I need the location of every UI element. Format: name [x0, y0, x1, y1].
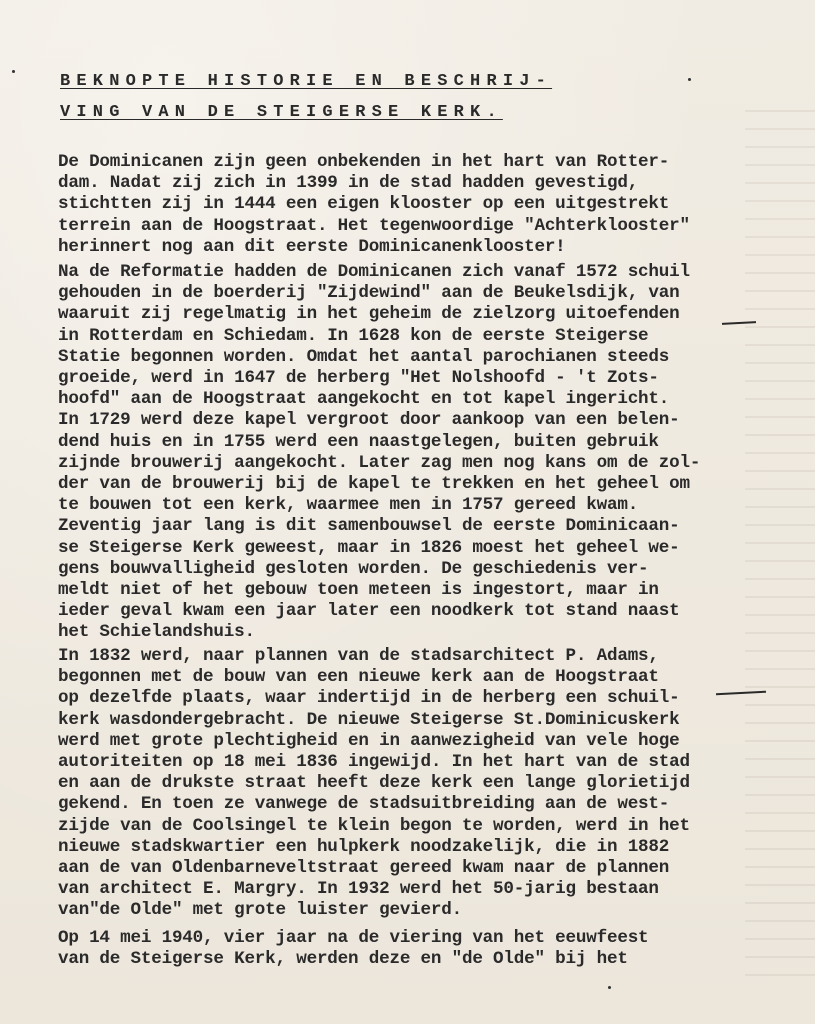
text-line: herinnert nog aan dit eerste Dominicanenklooster!: [58, 236, 566, 257]
text-line: hoofd" aan de Hoogstraat aangekocht en tot kapel ingericht.: [58, 389, 670, 410]
text-line: en aan de drukste straat heeft deze kerk een lange glorietijd: [58, 773, 690, 794]
paragraph-1: [58, 152, 748, 258]
text-line: terrein aan de Hoogstraat. Het tegenwoordige "Achterklooster": [58, 215, 690, 236]
text-line: ieder geval kwam een jaar later een noodkerk tot stand naast: [58, 601, 680, 622]
text-line: nieuwe stadskwartier een hulpkerk noodzakelijk, die in 1882: [58, 836, 670, 857]
text-line: begonnen met de bouw van een nieuwe kerk aan de Hoogstraat: [58, 667, 659, 688]
text-line: zijde van de Coolsingel te klein begon te worden, werd in het: [58, 815, 690, 836]
ink-speck: [12, 70, 15, 73]
text-line: In 1729 werd deze kapel vergroot door aankoop van een belen-: [58, 410, 680, 431]
text-line: dam. Nadat zij zich in 1399 in de stad hadden gevestigd,: [58, 173, 639, 194]
text-line: meldt niet of het gebouw toen meteen is ingestort, maar in: [58, 580, 659, 601]
paragraph-4: [58, 928, 748, 970]
text-line: In 1832 werd, naar plannen van de stadsarchitect P. Adams,: [58, 646, 659, 666]
title-line: BEKNOPTE HISTORIE EN BESCHRIJ-: [60, 72, 553, 91]
bleed-through-text: [745, 110, 815, 990]
text-line: van architect E. Margry. In 1932 werd het 50-jarig bestaan: [58, 879, 659, 900]
text-line: gens bouwvalligheid gesloten worden. De geschiedenis ver-: [58, 558, 649, 579]
text-line: kerk wasdondergebracht. De nieuwe Steigerse St.Dominicuskerk: [58, 709, 680, 730]
text-line: se Steigerse Kerk geweest, maar in 1826 moest het geheel we-: [58, 537, 680, 558]
text-line: te bouwen tot een kerk, waarmee men in 1757 gereed kwam.: [58, 495, 639, 516]
text-line: gehouden in de boerderij "Zijdewind" aan de Beukelsdijk, van: [58, 283, 680, 304]
text-line: waaruit zij regelmatig in het geheim de zielzorg uitoefenden: [58, 304, 680, 325]
text-line: Op 14 mei 1940, vier jaar na de viering van het eeuwfeest: [58, 928, 649, 948]
text-line: dend huis en in 1755 werd een naastgelegen, buiten gebruik: [58, 431, 659, 452]
text-line: autoriteiten op 18 mei 1836 ingewijd. In het hart van de stad: [58, 752, 690, 773]
ink-speck: [688, 78, 691, 81]
text-line: werd met grote plechtigheid en in aanwezigheid van vele hoge: [58, 730, 680, 751]
text-line: van"de Olde" met grote luister gevierd.: [58, 900, 462, 921]
text-line: het Schielandshuis.: [58, 622, 255, 643]
title-line: VING VAN DE STEIGERSE KERK.: [60, 103, 503, 122]
ink-speck: [608, 986, 611, 989]
text-line: aan de van Oldenbarneveltstraat gereed kwam naar de plannen: [58, 858, 670, 879]
text-line: zijnde brouwerij aangekocht. Later zag men nog kans om de zol-: [58, 452, 701, 473]
text-line: gekend. En toen ze vanwege de stadsuitbreiding aan de west-: [58, 794, 670, 815]
text-line: op dezelfde plaats, waar indertijd in de herberg een schuil-: [58, 688, 680, 709]
paragraph-3: [58, 646, 748, 922]
text-line: groeide, werd in 1647 de herberg "Het Nolshoofd - 't Zots-: [58, 368, 659, 389]
document-title: [60, 66, 760, 128]
text-line: stichtten zij in 1444 een eigen klooster op een uitgestrekt: [58, 194, 670, 215]
text-line: in Rotterdam en Schiedam. In 1628 kon de eerste Steigerse: [58, 325, 649, 346]
paragraph-2: [58, 262, 748, 644]
text-line: der van de brouwerij bij de kapel te trekken en het geheel om: [58, 474, 690, 495]
text-line: Statie begonnen worden. Omdat het aantal parochianen steeds: [58, 346, 670, 367]
text-line: De Dominicanen zijn geen onbekenden in het hart van Rotter-: [58, 152, 670, 172]
text-line: Na de Reformatie hadden de Dominicanen zich vanaf 1572 schuil: [58, 262, 690, 282]
text-line: Zeventig jaar lang is dit samenbouwsel de eerste Dominicaan-: [58, 516, 680, 537]
text-line: van de Steigerse Kerk, werden deze en "de Olde" bij het: [58, 949, 628, 970]
